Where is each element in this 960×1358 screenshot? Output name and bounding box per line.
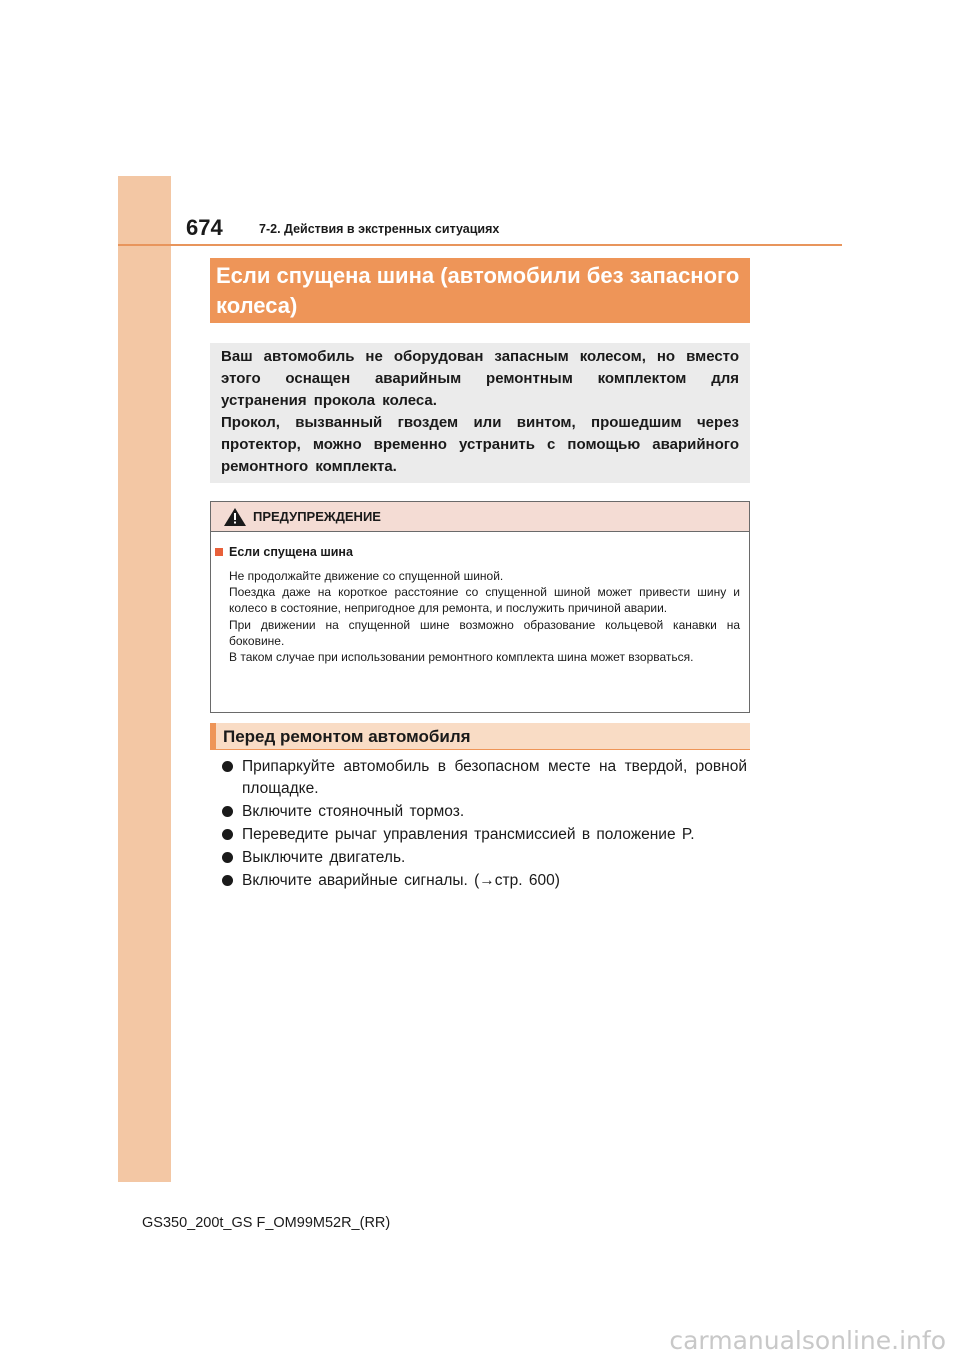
footer-model-code: GS350_200t_GS F_OM99M52R_(RR): [142, 1215, 391, 1231]
square-bullet-icon: [215, 548, 223, 556]
warning-header: [211, 502, 749, 532]
warning-subheading-text: Если спущена шина: [229, 545, 353, 559]
section-title-line1: Если спущена шина (автомобили без запасного: [216, 263, 740, 288]
list-item: [222, 870, 747, 892]
subsection-title: Перед ремонтом автомобиля: [210, 723, 750, 750]
warning-box: [210, 501, 750, 713]
intro-paragraph: Ваш автомобиль не оборудован запасным колесом, но вместо этого оснащен аварийным ремонтным комплектом для устранения прокола колеса.: [221, 348, 739, 409]
filled-circle-bullet-icon: [222, 806, 233, 817]
warning-body: [229, 568, 740, 665]
intro-box: [210, 343, 750, 483]
warning-title: ПРЕДУПРЕЖДЕНИЕ: [253, 509, 381, 524]
list-item-text: Выключите двигатель.: [242, 849, 406, 866]
warning-paragraph: При движении на спущенной шине возможно образование кольцевой канавки на боковине.: [229, 617, 740, 648]
intro-paragraph: Прокол, вызванный гвоздем или винтом, прошедшим через протектор, можно временно устранить с помощью аварийного ремонтного комплекта.: [221, 414, 739, 475]
chapter-title: 7-2. Действия в экстренных ситуациях: [259, 222, 500, 236]
warning-paragraph: Поездка даже на короткое расстояние со спущенной шиной может привести шину и колесо в состояние, непригодное для ремонта, и послужить причиной аварии.: [229, 585, 740, 616]
warning-paragraph: Не продолжайте движение со спущенной шиной.: [229, 569, 504, 583]
list-item-text: Переведите рычаг управления трансмиссией в положение P.: [242, 826, 695, 843]
list-item: [222, 801, 747, 823]
list-item: [222, 824, 747, 846]
warning-triangle-icon: [223, 507, 247, 527]
list-item: [222, 756, 747, 800]
list-item-text: Включите аварийные сигналы. (→стр. 600): [242, 872, 560, 889]
list-item-text: Припаркуйте автомобиль в безопасном месте на твердой, ровной площадке.: [242, 758, 747, 797]
page-number: 674: [186, 215, 223, 240]
subsection-rule: [210, 749, 750, 750]
warning-subheading: [215, 545, 353, 559]
filled-circle-bullet-icon: [222, 852, 233, 863]
section-title-line2: колеса): [216, 293, 298, 318]
list-item: [222, 847, 747, 869]
bullet-list: [222, 756, 747, 893]
side-tab-strip: [118, 176, 171, 1182]
watermark: carmanualsonline.info: [669, 1326, 946, 1355]
header-rule: [118, 244, 842, 246]
filled-circle-bullet-icon: [222, 875, 233, 886]
section-title: [210, 258, 750, 323]
filled-circle-bullet-icon: [222, 761, 233, 772]
filled-circle-bullet-icon: [222, 829, 233, 840]
warning-paragraph: В таком случае при использовании ремонтного комплекта шина может взорваться.: [229, 650, 694, 665]
list-item-text: Включите стояночный тормоз.: [242, 803, 465, 820]
